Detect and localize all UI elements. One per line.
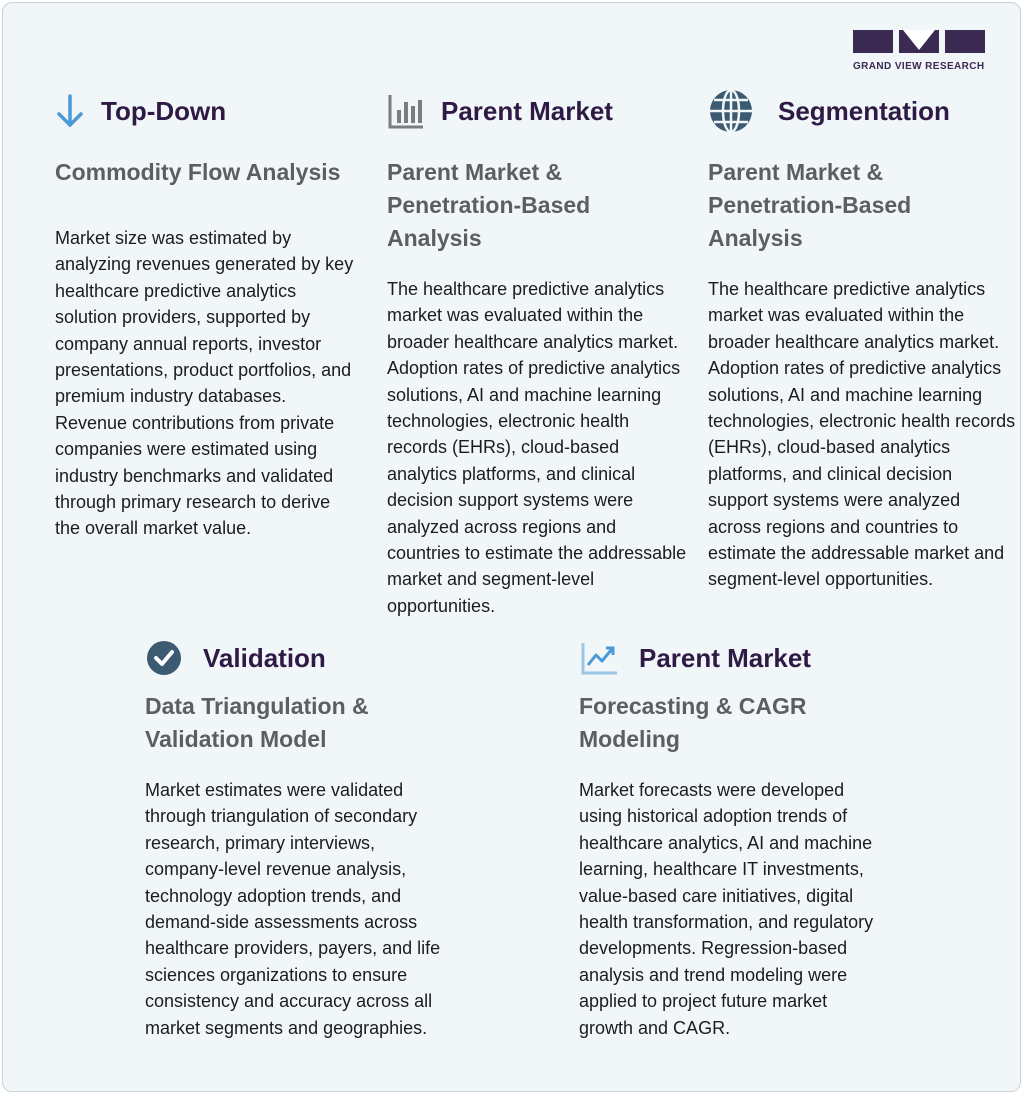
section-subtitle: Commodity Flow Analysis [55,159,341,185]
section-segmentation [708,88,1016,593]
section-body: Market size was estimated by analyzing revenues generated by key healthcare predictive analytics solution providers, supported by company annual reports, investor presentations, product portfolios, and premium industry databases. Revenue contributions from private companies were estimated using industry benchmarks and validated through primary research to derive the overall market value. [55,228,354,539]
section-body: The healthcare predictive analytics market was evaluated within the broader healthcare analytics market. Adoption rates of predictive analytics solutions, AI and machine learning technologies, electronic health records (EHRs), cloud-based analytics platforms, and clinical decision support systems were analyzed across regions and countries to estimate the addressable market and segment-level opportunities. [708,279,1016,590]
section-title: Top-Down [101,95,227,126]
section-validation [145,638,450,1041]
section-parent-market [387,91,692,619]
section-body: Market forecasts were developed using historical adoption trends of healthcare analytics, AI and machine learning, healthcare IT investments, value-based care initiatives, digital health transformation, and regulatory developments. Regression-based analysis and trend modeling were applied to project future market growth and CAGR. [579,780,874,1038]
section-title: Parent Market [441,95,613,126]
section-body: Market estimates were validated through triangulation of secondary research, primary interviews, company-level revenue analysis, technology adoption trends, and demand-side assessments across healthcare providers, payers, and life sciences organizations to ensure consistency and accuracy across all market segments and geographies. [145,780,441,1038]
logo-mark [853,30,999,53]
brand-logo [853,30,999,72]
section-title: Parent Market [639,642,811,673]
section-subtitle: Parent Market & Penetration-Based Analysis [708,159,912,251]
section-subtitle: Forecasting & CAGR Modeling [579,693,807,752]
section-subtitle: Parent Market & Penetration-Based Analysis [387,159,591,251]
section-body: The healthcare predictive analytics market was evaluated within the broader healthcare analytics market. Adoption rates of predictive analytics solutions, AI and machine learning technologies, electronic health records (EHRs), cloud-based analytics platforms, and clinical decision support systems were analyzed across regions and countries to estimate the addressable market and segment-level opportunities. [387,279,687,616]
section-title: Validation [203,642,326,673]
section-title: Segmentation [778,95,950,126]
bar-chart-icon [387,91,441,131]
section-forecasting [579,638,884,1041]
globe-icon [708,88,778,134]
arrow-down-icon [55,91,101,131]
section-subtitle: Data Triangulation & Validation Model [145,693,369,752]
trend-chart-icon [579,638,639,678]
section-top-down [55,91,355,542]
check-circle-icon [145,638,203,678]
brand-name: GRAND VIEW RESEARCH [853,61,985,72]
